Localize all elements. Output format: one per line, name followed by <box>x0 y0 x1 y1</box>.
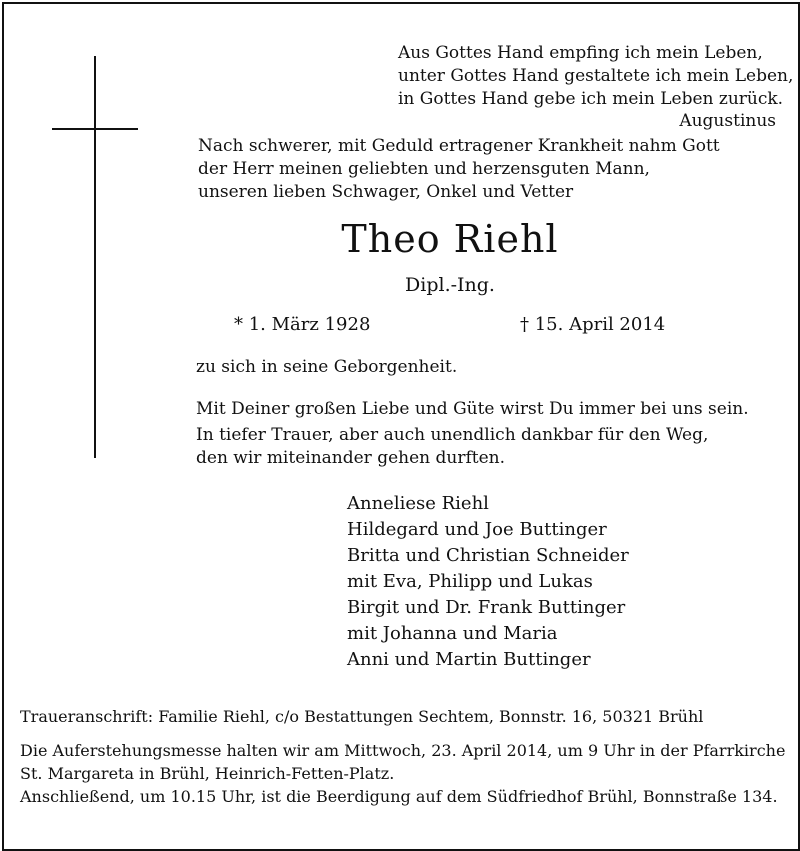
text-line: Mit Deiner großen Liebe und Güte wirst Du immer bei uns sein. <box>196 399 749 419</box>
intro-line: unseren lieben Schwager, Onkel und Vetter <box>198 182 574 202</box>
service-line: Anschließend, um 10.15 Uhr, ist die Beerdigung auf dem Südfriedhof Brühl, Bonnstraße 134. <box>20 787 778 806</box>
motto-line: in Gottes Hand gebe ich mein Leben zurück. <box>398 89 784 109</box>
text-line: In tiefer Trauer, aber auch unendlich dankbar für den Weg, <box>196 425 709 445</box>
intro-text <box>198 135 758 204</box>
death-date: † 15. April 2014 <box>520 314 666 335</box>
service-info <box>20 739 786 808</box>
service-line: St. Margareta in Brühl, Heinrich-Fetten-Platz. <box>20 764 395 783</box>
address-line: Traueranschrift: Familie Riehl, c/o Bestattungen Sechtem, Bonnstr. 16, 50321 Brühl <box>20 707 704 726</box>
mourner-entry: Birgit und Dr. Frank Buttinger <box>347 597 626 618</box>
liebe-text <box>196 398 766 421</box>
service-line: Die Auferstehungsmesse halten wir am Mittwoch, 23. April 2014, um 9 Uhr in der Pfarrkirche <box>20 741 786 760</box>
mourner-entry: Anni und Martin Buttinger <box>347 649 591 670</box>
cross-vertical-bar <box>94 56 96 458</box>
deceased-title: Dipl.-Ing. <box>405 274 495 296</box>
text-line: den wir miteinander gehen durften. <box>196 448 506 468</box>
text-line: zu sich in seine Geborgenheit. <box>196 357 458 377</box>
trauer-text <box>196 424 766 470</box>
intro-line: der Herr meinen geliebten und herzensguten Mann, <box>198 159 650 179</box>
birth-date: * 1. März 1928 <box>234 314 371 335</box>
mourners-list <box>347 491 629 673</box>
geborgenheit-text <box>196 356 766 379</box>
mourner-entry: Anneliese Riehl <box>347 493 489 514</box>
motto-line: unter Gottes Hand gestaltete ich mein Leben, <box>398 66 794 86</box>
mourning-address <box>20 705 780 728</box>
cross-horizontal-bar <box>52 128 138 130</box>
motto-quote <box>398 42 794 111</box>
mourner-entry: mit Johanna und Maria <box>347 623 558 644</box>
motto-line: Aus Gottes Hand empfing ich mein Leben, <box>398 43 763 63</box>
deceased-name: Theo Riehl <box>341 217 559 261</box>
motto-author: Augustinus <box>679 111 776 131</box>
mourner-entry: Britta und Christian Schneider <box>347 545 629 566</box>
mourner-entry: Hildegard und Joe Buttinger <box>347 519 607 540</box>
intro-line: Nach schwerer, mit Geduld ertragener Krankheit nahm Gott <box>198 136 720 156</box>
mourner-entry: mit Eva, Philipp und Lukas <box>347 571 593 592</box>
